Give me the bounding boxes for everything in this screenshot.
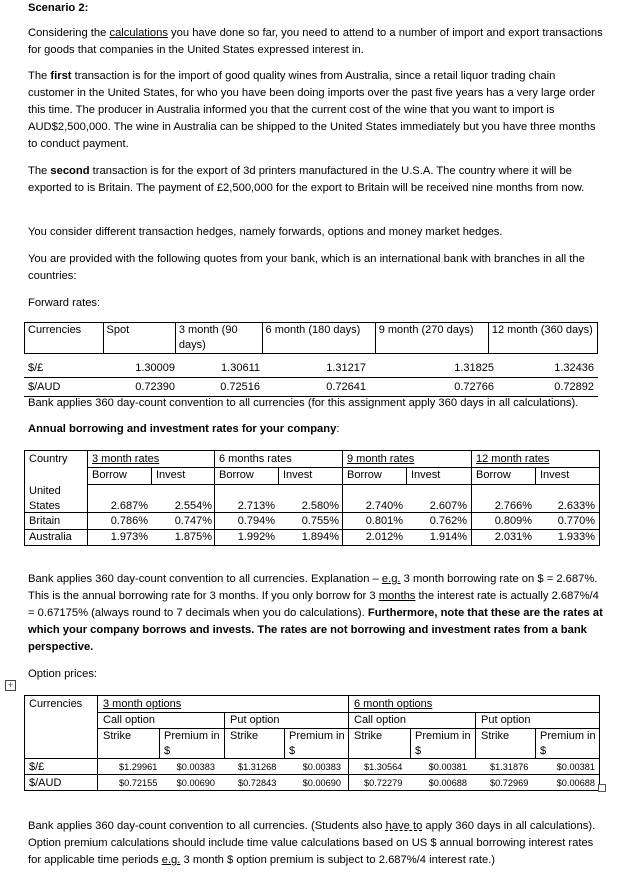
options-row-aud: $/AUD $0.72155 $0.00690 $0.72843 $0.00690 $0.72279 $0.00688 $0.72969 $0.00688 <box>29 777 595 789</box>
rates-table: Country 3 month rates 6 months rates 9 month rates 12 month rates Borrow Invest Borrow Invest Borrow Invest Borrow Invest United States 2.687% 2.554% 2.713% 2.580% 2.740% 2.607% 2.766% 2.633% Britain 0.786% 0.747% 0.794% 0.755% 0.801% 0.762% 0.809% 0.770% Australia 1.973% 1.875% 1.992% 1.894% 2.012% 1.914% 2.031% 1.933% <box>24 450 600 546</box>
intro-paragraph: Considering the calculations you have done so far, you need to attend to a number of import and export transactions for goods that companies in the United States expressed interest in. <box>28 27 603 56</box>
options-header-3m: 3 month options <box>103 698 182 710</box>
forward-rates-table <box>24 322 598 354</box>
rates-header-6m: 6 months rates <box>219 453 292 465</box>
annual-rates-label: Annual borrowing and investment rates for your company: <box>28 423 340 435</box>
rates-row-us: 2.687% 2.554% 2.713% 2.580% 2.740% 2.607% 2.766% 2.633% <box>110 500 595 512</box>
rates-row-australia-country: Australia <box>29 531 72 543</box>
forward-values <box>24 359 598 397</box>
rates-row-australia: 1.973% 1.875% 1.992% 1.894% 2.012% 1.914% 2.031% 1.933% <box>110 531 595 543</box>
daycount-note: Bank applies 360 day-count convention to all currencies (for this assignment apply 360 days in all calculations). <box>28 397 579 409</box>
forward-row-gbp-values: $/£ 1.30009 1.30611 1.31217 1.31825 1.32436 <box>24 359 598 378</box>
second-transaction-paragraph: The second transaction is for the export of 3d printers manufactured in the U.S.A. The country where it will be exported to is Britain. The payment of £2,500,000 for the export to Britain will be received nine months from now. <box>28 165 585 194</box>
rates-row-britain-country: Britain <box>29 515 61 527</box>
table-resize-handle-icon[interactable] <box>598 784 606 792</box>
final-paragraph: Bank applies 360 day-count convention to all currencies. (Students also have to apply 360 days in all calculations). Option premium calculations should include time value calculations based on US $ annual borrowing interest rates for applicable time periods e.g. 3 month $ option premium is subject to 2.687%/4 interest rate.) <box>28 820 596 866</box>
hedges-paragraph: You consider different transaction hedges, namely forwards, options and money market hedges. <box>28 226 503 238</box>
options-header-currencies: Currencies <box>29 698 83 710</box>
rates-header-12m: 12 month rates <box>476 453 550 465</box>
explanation-paragraph: Bank applies 360 day-count convention to all currencies. Explanation – e.g. 3 month borrowing rate on $ = 2.687%. This is the annual borrowing rate for 3 months. If you only borrow for 3 months the interest rate is actually 2.687%/4 = 0.67175% (always round to 7 decimals when you do calculations). Furthermore, note that these are the rates at which your company borrows and invests. The rates are not borrowing and investment rates from a bank perspective. <box>28 573 603 653</box>
forward-rates-label: Forward rates: <box>28 297 101 309</box>
forward-header-spot: Spot <box>103 323 175 354</box>
forward-header-3m: 3 month (90 days) <box>175 323 262 354</box>
options-header-6m: 6 month options <box>354 698 433 710</box>
forward-header-6m: 6 month (180 days) <box>262 323 375 354</box>
forward-header-currencies: Currencies <box>25 323 104 354</box>
rates-row-britain: 0.786% 0.747% 0.794% 0.755% 0.801% 0.762% 0.809% 0.770% <box>110 515 595 527</box>
options-row-gbp: $/£ $1.29961 $0.00383 $1.31268 $0.00383 $1.30564 $0.00381 $1.31876 $0.00381 <box>29 761 595 773</box>
forward-header-9m: 9 month (270 days) <box>375 323 488 354</box>
forward-header-12m: 12 month (360 days) <box>491 324 593 336</box>
forward-row-aud-values: $/AUD 0.72390 0.72516 0.72641 0.72766 0.72892 <box>24 378 598 397</box>
table-move-handle-icon[interactable]: + <box>5 680 16 691</box>
rates-header-country: Country <box>29 453 68 465</box>
rates-row-us-country: United States <box>29 485 61 512</box>
option-prices-label: Option prices: <box>28 668 98 680</box>
quotes-paragraph: You are provided with the following quotes from your bank, which is an international bank with branches in all the countries: <box>28 253 585 282</box>
rates-header-3m: 3 month rates <box>92 453 160 465</box>
rates-header-9m: 9 month rates <box>347 453 415 465</box>
first-transaction-paragraph: The first transaction is for the import of good quality wines from Australia, since a retail liquor trading chain customer in the United States, for who you have been doing imports over the past five years has a very large order this time. The producer in Australia informed you that the current cost of the wine that you want to import is AUD$2,500,000. The wine in Australia can be shipped to the United States immediately but you have three months to conduct payment. <box>28 70 596 150</box>
calculations-link[interactable]: calculations <box>109 27 168 39</box>
options-table: Currencies 3 month options 6 month options Call option Put option Call option Put option Strike Premium in $ Strike Premium in $ Strike Premium in $ Strike Premium in $ $/£ $1.29961 $0.00383 $1.31268 $0.00383 $1.30564 $0.00381 $1.31876 $0.00381 $/AUD $0.72155 $0.00690 $0.72843 $0.00690 $0.72279 $0.00688 $0.72969 $0.00688 <box>24 695 600 791</box>
scenario-heading: Scenario 2: <box>28 2 89 14</box>
